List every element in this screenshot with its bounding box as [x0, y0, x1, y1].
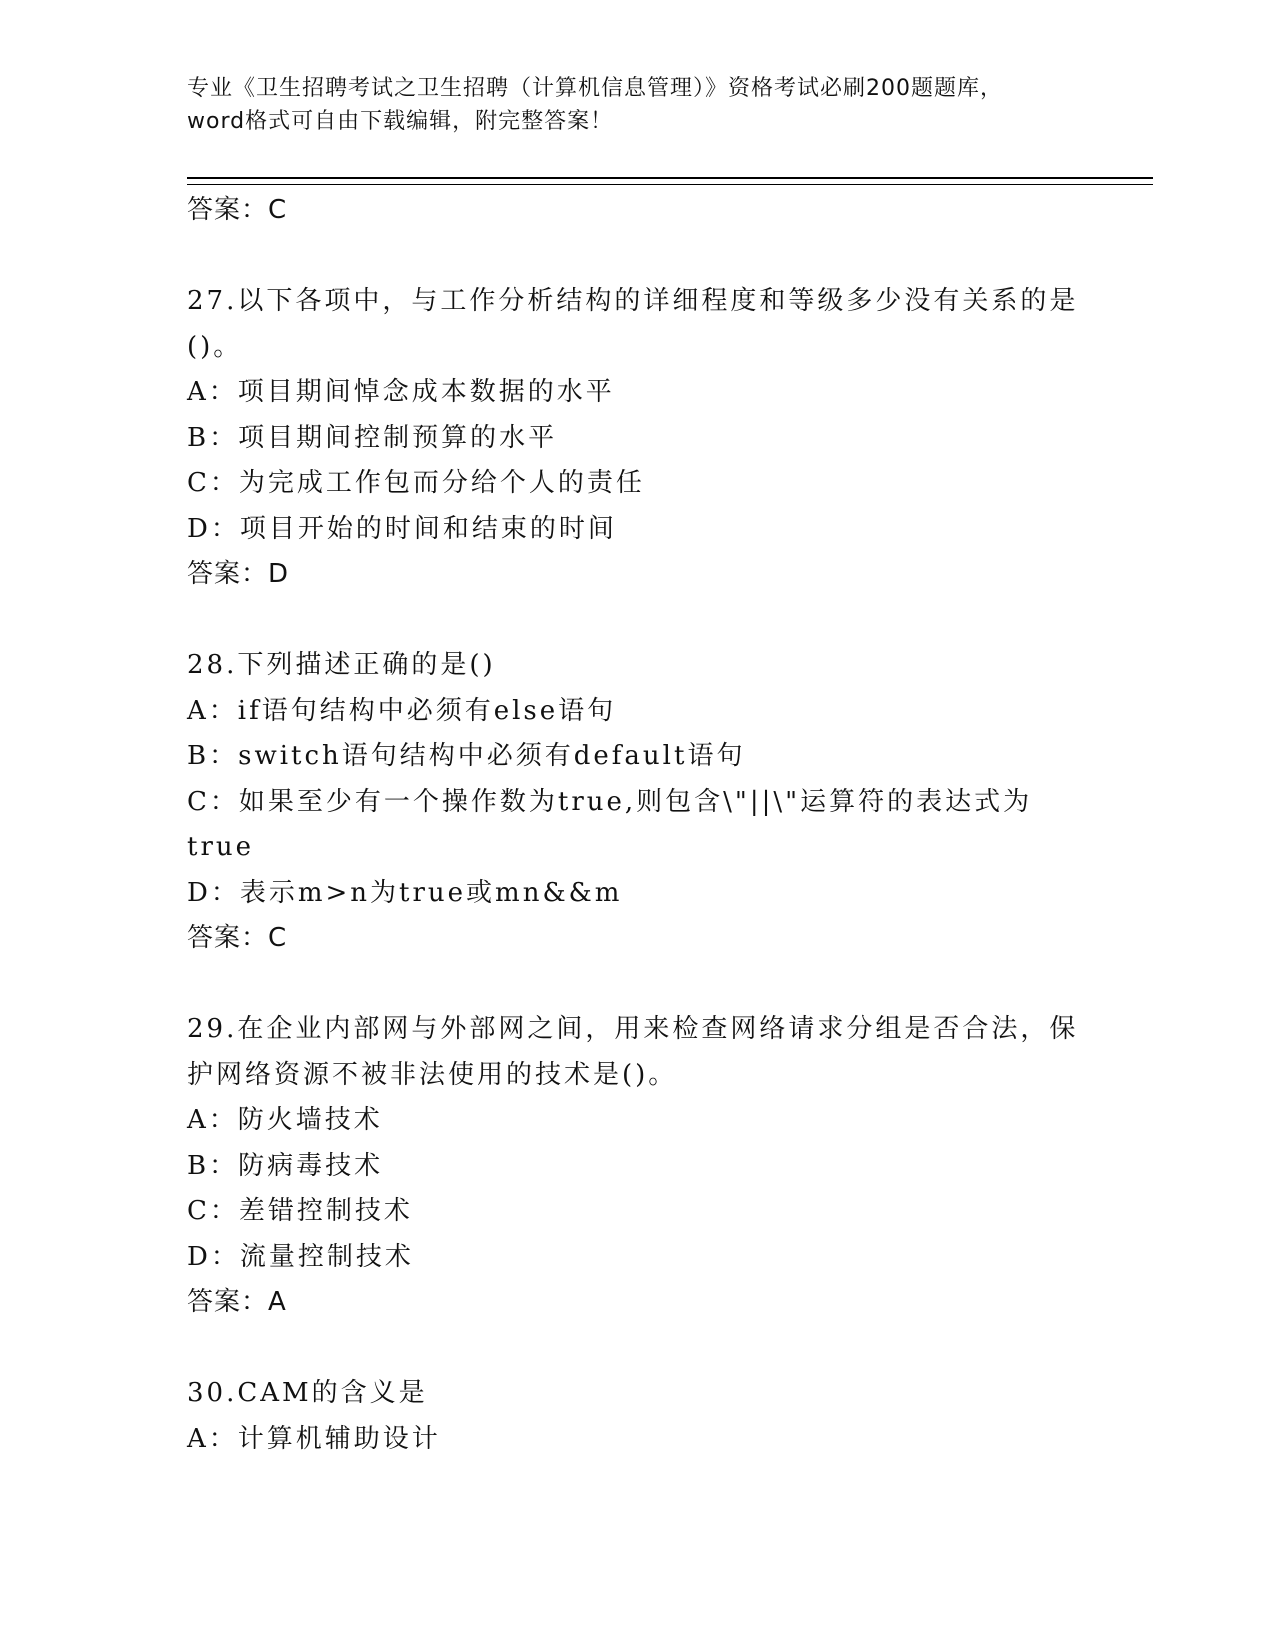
option-c: C：如果至少有一个操作数为true,则包含\"||\"运算符的表达式为	[187, 786, 1033, 817]
question-stem: 30.CAM的含义是	[187, 1378, 428, 1408]
option-a: A：计算机辅助设计	[187, 1423, 441, 1454]
spacer	[187, 1325, 1087, 1371]
question-27	[187, 279, 1087, 597]
question-stem: 28.下列描述正确的是()	[187, 650, 496, 680]
option-b: B：项目期间控制预算的水平	[187, 422, 558, 453]
option-b: B：防病毒技术	[187, 1150, 384, 1181]
option-b: B：switch语句结构中必须有default语句	[187, 741, 746, 771]
header-title-line-1: 专业《卫生招聘考试之卫生招聘（计算机信息管理）》资格考试必刷200题题库，	[187, 76, 1003, 101]
spacer	[187, 961, 1087, 1007]
header-rule-thin	[187, 184, 1153, 185]
header-rule-thick	[187, 177, 1153, 179]
question-stem: ()。	[187, 331, 243, 362]
option-c: C：为完成工作包而分给个人的责任	[187, 468, 645, 498]
question-stem: 29.在企业内部网与外部网之间，用来检查网络请求分组是否合法，保	[187, 1014, 1079, 1044]
option-a: A：项目期间悼念成本数据的水平	[187, 377, 615, 407]
question-28	[187, 643, 1087, 961]
answer: 答案：A	[187, 1287, 287, 1317]
option-a: A：if语句结构中必须有else语句	[187, 695, 617, 726]
question-29	[187, 1007, 1087, 1325]
option-d: D：项目开始的时间和结束的时间	[187, 513, 617, 544]
question-stem: 27.以下各项中，与工作分析结构的详细程度和等级多少没有关系的是	[187, 286, 1079, 316]
answer: 答案：D	[187, 559, 290, 589]
spacer	[187, 597, 1087, 643]
option-c: C：差错控制技术	[187, 1196, 413, 1226]
question-list	[187, 188, 1087, 1462]
question-stem: 护网络资源不被非法使用的技术是()。	[187, 1059, 678, 1090]
previous-answer: 答案：C	[187, 195, 288, 225]
option-c-continued: true	[187, 832, 255, 862]
option-a: A：防火墙技术	[187, 1105, 383, 1135]
header-title-line-2: word格式可自由下载编辑，附完整答案！	[187, 109, 614, 134]
option-d: D：表示m>n为true或mn&&m	[187, 877, 623, 908]
option-d: D：流量控制技术	[187, 1241, 414, 1272]
document-header	[187, 72, 1077, 138]
answer: 答案：C	[187, 923, 288, 953]
spacer	[187, 233, 1087, 279]
question-30	[187, 1371, 1087, 1462]
